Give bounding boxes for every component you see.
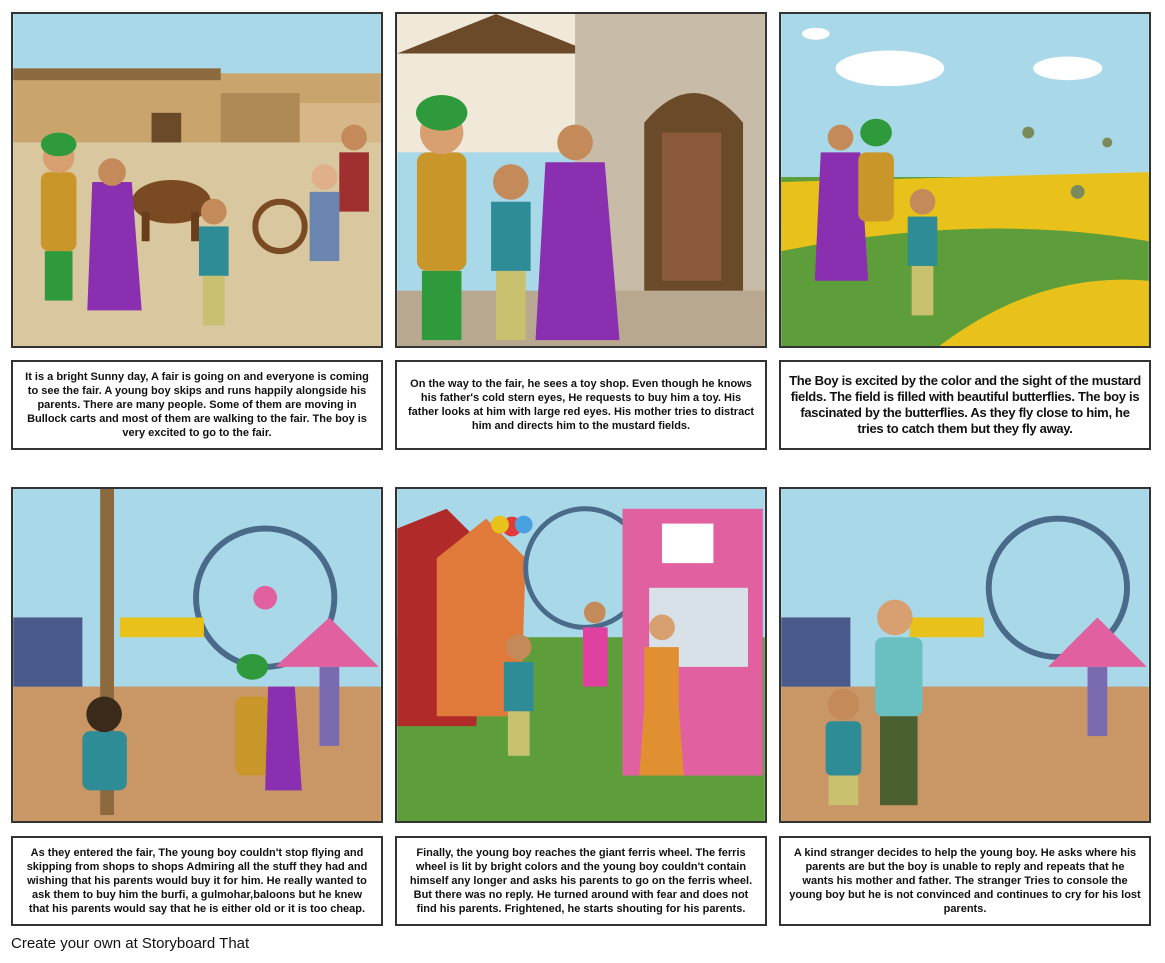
storyboard-that-footer-link[interactable]: Create your own at Storyboard That bbox=[11, 935, 250, 952]
panel-2-toy-shop bbox=[395, 12, 767, 348]
street-scene-illustration bbox=[13, 14, 381, 346]
caption-2: On the way to the fair, he sees a toy shop. Even though he knows his father's cold stern eyes, He requests to buy him a toy. His father looks at him with large red eyes. His mother tries to distract him and directs him to the mustard fields. bbox=[395, 360, 767, 450]
stranger-helps-illustration bbox=[781, 489, 1149, 821]
panel-3-mustard-field bbox=[779, 12, 1151, 348]
panel-6-stranger-helps bbox=[779, 487, 1151, 823]
ferris-wheel-illustration bbox=[397, 489, 765, 821]
mustard-field-illustration bbox=[781, 14, 1149, 346]
panel-1-street-scene bbox=[11, 12, 383, 348]
fair-stalls-illustration bbox=[13, 489, 381, 821]
panel-4-fair-stalls bbox=[11, 487, 383, 823]
panel-5-ferris-wheel bbox=[395, 487, 767, 823]
toy-shop-illustration bbox=[397, 14, 765, 346]
caption-1: It is a bright Sunny day, A fair is going on and everyone is coming to see the fair. A young boy skips and runs happily alongside his parents. There are many people. Some of them are moving in Bullock carts and most of them are walking to the fair. The boy is very excited to go to the fair. bbox=[11, 360, 383, 450]
caption-5: Finally, the young boy reaches the giant ferris wheel. The ferris wheel is lit by bright colors and the young boy couldn't contain himself any longer and asks his parents to go on the ferris wheel. But there was no reply. He turned around with fear and does not find his parents. Frightened, he starts shouting for his parents. bbox=[395, 836, 767, 926]
caption-6: A kind stranger decides to help the young boy. He asks where his parents are but the boy is unable to reply and repeats that he wants his mother and father. The stranger Tries to console the young boy but he is not convinced and continues to cry for his lost parents. bbox=[779, 836, 1151, 926]
caption-3: The Boy is excited by the color and the sight of the mustard fields. The field is filled with beautiful butterflies. The boy is fascinated by the butterflies. As they fly close to him, he tries to catch them but they fly away. bbox=[779, 360, 1151, 450]
caption-4: As they entered the fair, The young boy couldn't stop flying and skipping from shops to shops Admiring all the stuff they had and wishing that his parents would buy it for him. He really wanted to ask them to buy him the burfi, a gulmohar,baloons but he knew that his parents would say that he is either old or it is too cheap. bbox=[11, 836, 383, 926]
